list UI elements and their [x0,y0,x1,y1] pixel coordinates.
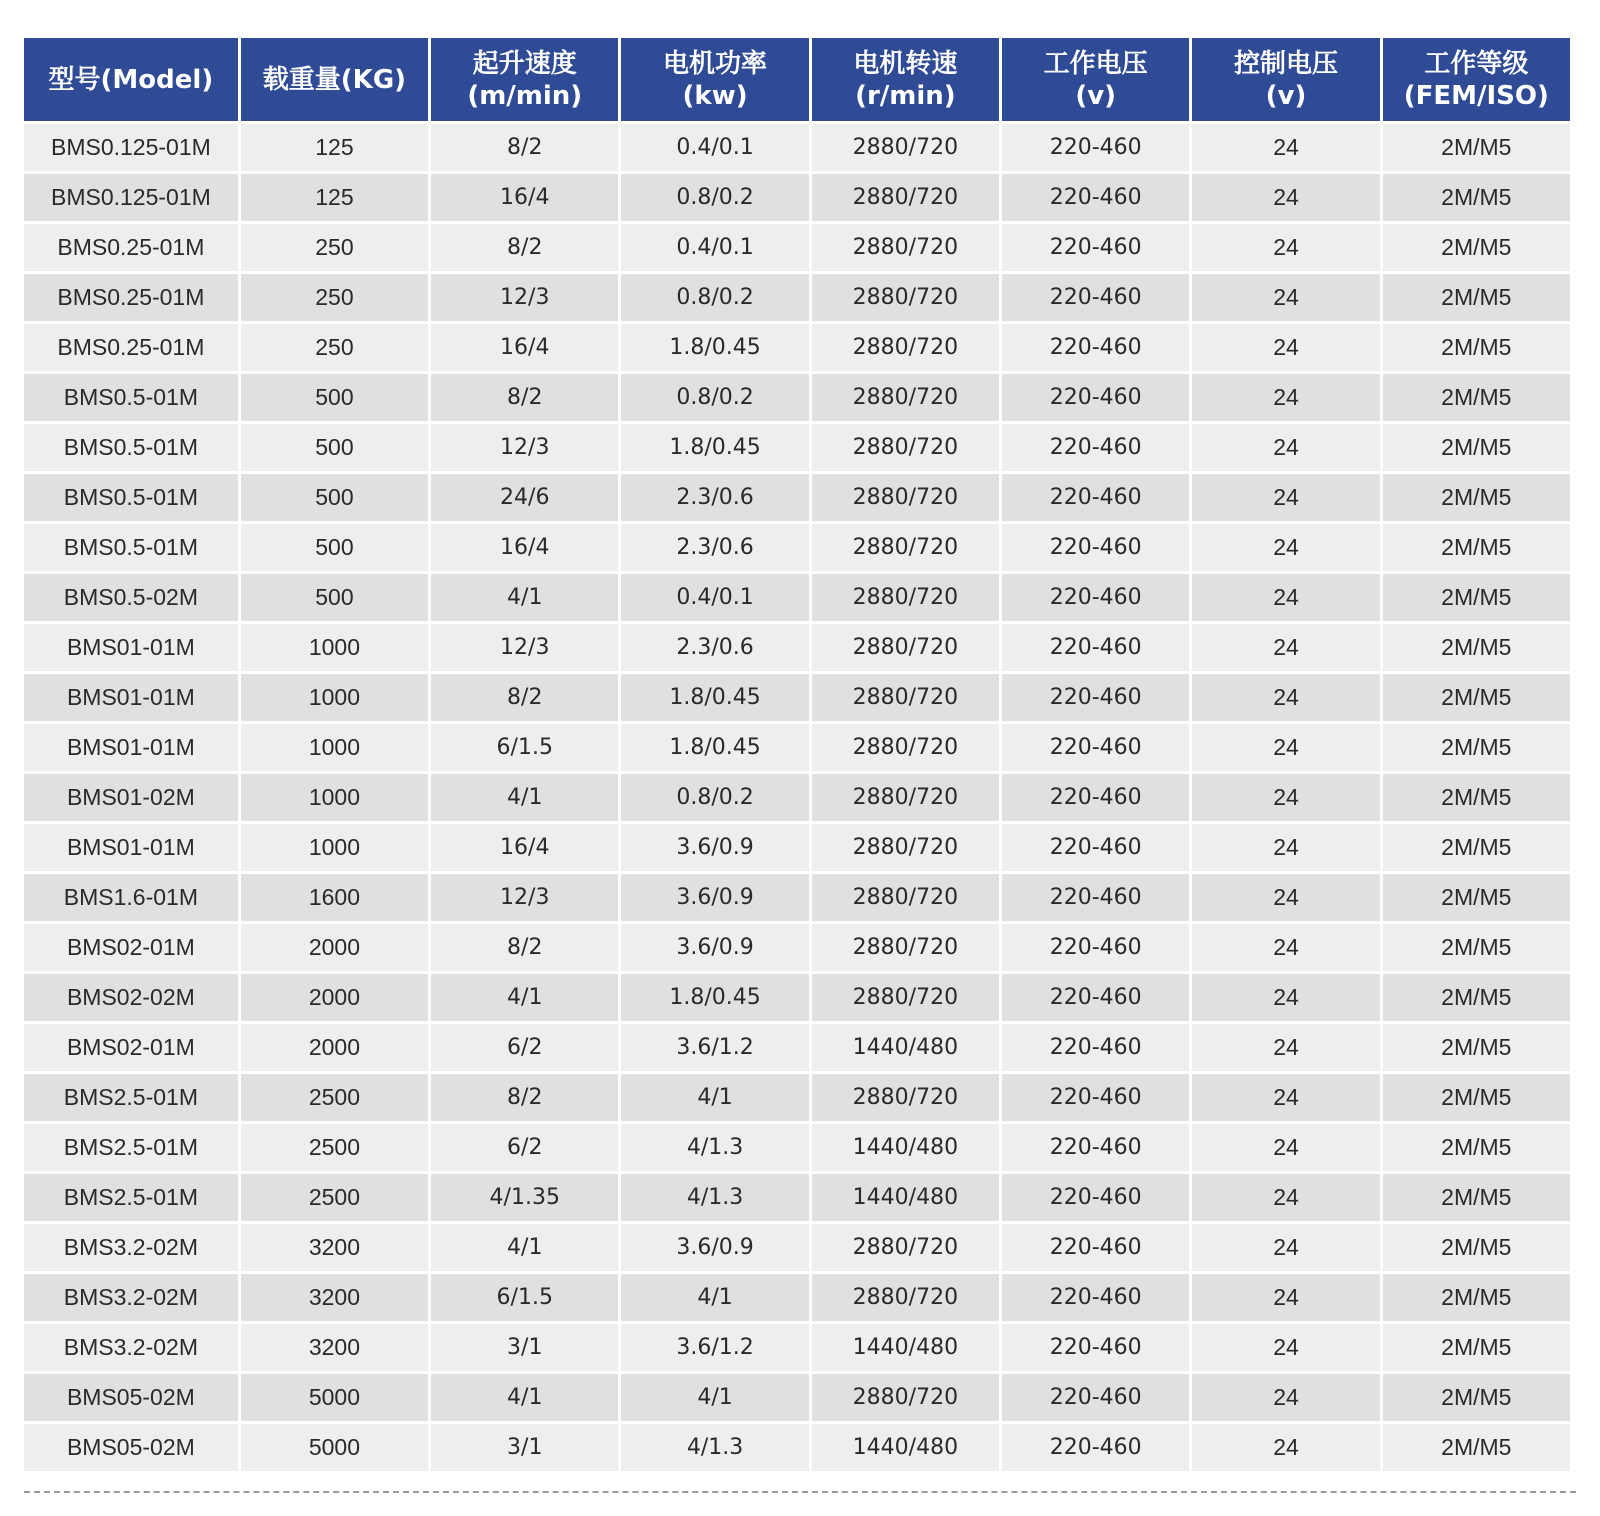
cell-work-voltage: 220-460 [1002,924,1189,971]
cell-control-voltage: 24 [1192,224,1379,271]
cell-work-voltage: 220-460 [1002,1024,1189,1071]
cell-work-voltage: 220-460 [1002,524,1189,571]
cell-work-voltage: 220-460 [1002,1224,1189,1271]
table-row [24,174,1570,221]
cell-work-voltage: 220-460 [1002,424,1189,471]
header-label: 型号(Model) [48,64,214,95]
cell-control-voltage: 24 [1192,1224,1379,1271]
cell-motor-power: 2.3/0.6 [621,474,808,521]
cell-motor-speed: 1440/480 [812,1174,999,1221]
cell-work-voltage: 220-460 [1002,374,1189,421]
header-control-voltage [1192,38,1379,121]
cell-model: BMS3.2-02M [24,1224,238,1271]
table-row [24,474,1570,521]
cell-motor-power: 4/1 [621,1274,808,1321]
cell-motor-power: 2.3/0.6 [621,624,808,671]
header-load [241,38,428,121]
cell-work-voltage: 220-460 [1002,574,1189,621]
cell-work-class: 2M/M5 [1383,474,1570,521]
cell-work-voltage: 220-460 [1002,1074,1189,1121]
cell-motor-power: 0.4/0.1 [621,224,808,271]
table-row [24,724,1570,771]
cell-control-voltage: 24 [1192,1024,1379,1071]
table-row [24,274,1570,321]
cell-model: BMS0.5-01M [24,424,238,471]
cell-work-class: 2M/M5 [1383,124,1570,171]
table-row [24,1124,1570,1171]
cell-motor-power: 4/1.3 [621,1124,808,1171]
cell-motor-power: 1.8/0.45 [621,324,808,371]
cell-lift-speed: 4/1 [431,574,618,621]
cell-work-voltage: 220-460 [1002,974,1189,1021]
cell-motor-speed: 2880/720 [812,674,999,721]
cell-motor-speed: 1440/480 [812,1324,999,1371]
cell-load: 5000 [241,1424,428,1471]
cell-model: BMS02-01M [24,1024,238,1071]
cell-lift-speed: 12/3 [431,624,618,671]
header-label: 电机转速 [853,48,958,79]
table-header [24,38,1570,121]
cell-motor-speed: 2880/720 [812,924,999,971]
cell-model: BMS2.5-01M [24,1174,238,1221]
cell-lift-speed: 4/1 [431,1374,618,1421]
cell-motor-speed: 2880/720 [812,1224,999,1271]
cell-motor-power: 0.8/0.2 [621,774,808,821]
cell-control-voltage: 24 [1192,274,1379,321]
header-label: (v) [1075,80,1117,111]
cell-control-voltage: 24 [1192,624,1379,671]
cell-motor-power: 4/1.3 [621,1424,808,1471]
cell-work-class: 2M/M5 [1383,1374,1570,1421]
cell-motor-speed: 2880/720 [812,474,999,521]
cell-model: BMS0.125-01M [24,174,238,221]
table-row [24,574,1570,621]
table-row [24,224,1570,271]
cell-motor-power: 3.6/0.9 [621,874,808,921]
cell-work-class: 2M/M5 [1383,1174,1570,1221]
cell-control-voltage: 24 [1192,1274,1379,1321]
cell-load: 2500 [241,1174,428,1221]
cell-work-voltage: 220-460 [1002,474,1189,521]
cell-model: BMS0.5-01M [24,374,238,421]
cell-model: BMS01-01M [24,624,238,671]
cell-motor-speed: 2880/720 [812,274,999,321]
header-label: 载重量(KG) [262,64,407,95]
cell-motor-speed: 2880/720 [812,824,999,871]
cell-work-voltage: 220-460 [1002,1324,1189,1371]
cell-motor-speed: 2880/720 [812,1374,999,1421]
cell-load: 500 [241,374,428,421]
cell-lift-speed: 16/4 [431,824,618,871]
table-row [24,974,1570,1021]
cell-motor-power: 2.3/0.6 [621,524,808,571]
cell-work-class: 2M/M5 [1383,774,1570,821]
cell-lift-speed: 6/2 [431,1124,618,1171]
cell-model: BMS0.125-01M [24,124,238,171]
cell-control-voltage: 24 [1192,724,1379,771]
cell-control-voltage: 24 [1192,1374,1379,1421]
cell-lift-speed: 12/3 [431,274,618,321]
cell-model: BMS0.5-02M [24,574,238,621]
cell-load: 250 [241,324,428,371]
cell-motor-power: 3.6/0.9 [621,1224,808,1271]
table-row [24,674,1570,721]
cell-control-voltage: 24 [1192,1174,1379,1221]
cell-load: 500 [241,424,428,471]
cell-load: 1000 [241,824,428,871]
cell-lift-speed: 6/2 [431,1024,618,1071]
cell-work-class: 2M/M5 [1383,274,1570,321]
cell-work-voltage: 220-460 [1002,774,1189,821]
header-work-voltage [1002,38,1189,121]
cell-load: 125 [241,124,428,171]
cell-model: BMS02-01M [24,924,238,971]
cell-model: BMS02-02M [24,974,238,1021]
cell-motor-power: 1.8/0.45 [621,974,808,1021]
cell-model: BMS0.25-01M [24,274,238,321]
cell-load: 2500 [241,1074,428,1121]
cell-motor-speed: 2880/720 [812,224,999,271]
cell-work-voltage: 220-460 [1002,124,1189,171]
cell-control-voltage: 24 [1192,424,1379,471]
cell-work-class: 2M/M5 [1383,974,1570,1021]
cell-motor-power: 0.8/0.2 [621,274,808,321]
cell-model: BMS3.2-02M [24,1324,238,1371]
cell-lift-speed: 16/4 [431,524,618,571]
cell-work-voltage: 220-460 [1002,624,1189,671]
cell-motor-speed: 2880/720 [812,624,999,671]
cell-lift-speed: 8/2 [431,924,618,971]
cell-motor-speed: 2880/720 [812,574,999,621]
cell-motor-speed: 2880/720 [812,374,999,421]
cell-lift-speed: 6/1.5 [431,724,618,771]
cell-motor-power: 1.8/0.45 [621,724,808,771]
cell-work-class: 2M/M5 [1383,324,1570,371]
cell-load: 250 [241,224,428,271]
cell-model: BMS0.25-01M [24,224,238,271]
header-label: 起升速度 [472,48,577,79]
cell-work-class: 2M/M5 [1383,824,1570,871]
cell-work-class: 2M/M5 [1383,574,1570,621]
cell-motor-power: 4/1.3 [621,1174,808,1221]
cell-work-voltage: 220-460 [1002,724,1189,771]
cell-control-voltage: 24 [1192,874,1379,921]
cell-load: 500 [241,474,428,521]
cell-model: BMS1.6-01M [24,874,238,921]
cell-load: 1000 [241,724,428,771]
cell-load: 3200 [241,1224,428,1271]
table-row [24,1274,1570,1321]
cell-load: 1600 [241,874,428,921]
cell-work-voltage: 220-460 [1002,1424,1189,1471]
cell-model: BMS05-02M [24,1374,238,1421]
cell-work-class: 2M/M5 [1383,924,1570,971]
cell-load: 1000 [241,674,428,721]
table-row [24,624,1570,671]
cell-motor-speed: 2880/720 [812,324,999,371]
cell-work-class: 2M/M5 [1383,674,1570,721]
cell-lift-speed: 4/1 [431,974,618,1021]
cell-work-class: 2M/M5 [1383,224,1570,271]
cell-motor-power: 0.4/0.1 [621,574,808,621]
cell-lift-speed: 4/1.35 [431,1174,618,1221]
header-label: (v) [1265,80,1307,111]
cell-motor-speed: 1440/480 [812,1124,999,1171]
cell-motor-speed: 2880/720 [812,874,999,921]
cell-lift-speed: 16/4 [431,324,618,371]
footer-divider [24,1491,1576,1493]
cell-load: 2000 [241,974,428,1021]
cell-work-class: 2M/M5 [1383,624,1570,671]
cell-model: BMS01-02M [24,774,238,821]
table-row [24,374,1570,421]
cell-work-class: 2M/M5 [1383,724,1570,771]
table-row [24,124,1570,171]
cell-work-voltage: 220-460 [1002,1174,1189,1221]
cell-lift-speed: 8/2 [431,674,618,721]
cell-work-class: 2M/M5 [1383,374,1570,421]
cell-motor-speed: 2880/720 [812,174,999,221]
cell-motor-power: 4/1 [621,1374,808,1421]
cell-load: 1000 [241,774,428,821]
cell-work-voltage: 220-460 [1002,1124,1189,1171]
cell-motor-speed: 1440/480 [812,1424,999,1471]
cell-work-voltage: 220-460 [1002,324,1189,371]
cell-control-voltage: 24 [1192,174,1379,221]
cell-work-class: 2M/M5 [1383,524,1570,571]
cell-lift-speed: 4/1 [431,1224,618,1271]
cell-work-voltage: 220-460 [1002,674,1189,721]
cell-model: BMS01-01M [24,824,238,871]
cell-load: 125 [241,174,428,221]
cell-motor-power: 4/1 [621,1074,808,1121]
cell-work-voltage: 220-460 [1002,824,1189,871]
cell-load: 2500 [241,1124,428,1171]
table-row [24,1424,1570,1471]
cell-control-voltage: 24 [1192,824,1379,871]
cell-motor-power: 0.4/0.1 [621,124,808,171]
header-work-class [1383,38,1570,121]
cell-control-voltage: 24 [1192,674,1379,721]
cell-motor-power: 3.6/1.2 [621,1024,808,1071]
header-label: (FEM/ISO) [1403,80,1549,111]
cell-work-class: 2M/M5 [1383,1424,1570,1471]
cell-control-voltage: 24 [1192,524,1379,571]
cell-lift-speed: 8/2 [431,224,618,271]
cell-work-voltage: 220-460 [1002,1374,1189,1421]
cell-work-class: 2M/M5 [1383,424,1570,471]
cell-control-voltage: 24 [1192,974,1379,1021]
cell-lift-speed: 8/2 [431,124,618,171]
cell-model: BMS2.5-01M [24,1124,238,1171]
table-body [24,124,1570,1471]
cell-work-voltage: 220-460 [1002,274,1189,321]
cell-lift-speed: 4/1 [431,774,618,821]
cell-load: 500 [241,574,428,621]
cell-lift-speed: 3/1 [431,1424,618,1471]
cell-lift-speed: 12/3 [431,874,618,921]
cell-work-voltage: 220-460 [1002,874,1189,921]
cell-work-class: 2M/M5 [1383,1124,1570,1171]
cell-model: BMS01-01M [24,724,238,771]
cell-control-voltage: 24 [1192,1324,1379,1371]
table-row [24,1024,1570,1071]
cell-model: BMS0.25-01M [24,324,238,371]
spec-table [21,35,1573,1474]
header-motor-speed [812,38,999,121]
cell-control-voltage: 24 [1192,124,1379,171]
cell-control-voltage: 24 [1192,924,1379,971]
cell-load: 1000 [241,624,428,671]
cell-motor-power: 1.8/0.45 [621,424,808,471]
table-row [24,1374,1570,1421]
header-label: (m/min) [467,80,583,111]
table-row [24,1174,1570,1221]
table-row [24,324,1570,371]
cell-control-voltage: 24 [1192,374,1379,421]
table-row [24,1324,1570,1371]
cell-load: 2000 [241,1024,428,1071]
cell-motor-speed: 2880/720 [812,424,999,471]
cell-motor-speed: 2880/720 [812,974,999,1021]
cell-control-voltage: 24 [1192,1424,1379,1471]
cell-model: BMS2.5-01M [24,1074,238,1121]
header-motor-power [621,38,808,121]
cell-work-class: 2M/M5 [1383,1324,1570,1371]
cell-motor-power: 0.8/0.2 [621,374,808,421]
table-row [24,824,1570,871]
cell-lift-speed: 8/2 [431,1074,618,1121]
cell-work-class: 2M/M5 [1383,1074,1570,1121]
table-row [24,1224,1570,1271]
cell-lift-speed: 6/1.5 [431,1274,618,1321]
cell-lift-speed: 12/3 [431,424,618,471]
cell-control-voltage: 24 [1192,474,1379,521]
cell-control-voltage: 24 [1192,1074,1379,1121]
cell-work-class: 2M/M5 [1383,1224,1570,1271]
cell-control-voltage: 24 [1192,324,1379,371]
header-label: (kw) [682,80,748,111]
cell-load: 500 [241,524,428,571]
cell-model: BMS05-02M [24,1424,238,1471]
cell-motor-power: 0.8/0.2 [621,174,808,221]
cell-motor-speed: 2880/720 [812,124,999,171]
cell-work-voltage: 220-460 [1002,1274,1189,1321]
table-row [24,924,1570,971]
header-label: (r/min) [855,80,956,111]
cell-work-voltage: 220-460 [1002,174,1189,221]
cell-control-voltage: 24 [1192,774,1379,821]
header-label: 工作电压 [1043,48,1148,79]
cell-motor-speed: 2880/720 [812,524,999,571]
cell-model: BMS3.2-02M [24,1274,238,1321]
cell-motor-speed: 2880/720 [812,774,999,821]
cell-work-voltage: 220-460 [1002,224,1189,271]
cell-work-class: 2M/M5 [1383,1024,1570,1071]
header-row [24,38,1570,121]
cell-lift-speed: 3/1 [431,1324,618,1371]
table-row [24,524,1570,571]
table-row [24,774,1570,821]
cell-load: 3200 [241,1324,428,1371]
table-row [24,874,1570,921]
cell-work-class: 2M/M5 [1383,1274,1570,1321]
table-row [24,424,1570,471]
cell-lift-speed: 16/4 [431,174,618,221]
cell-load: 5000 [241,1374,428,1421]
cell-work-class: 2M/M5 [1383,874,1570,921]
cell-control-voltage: 24 [1192,1124,1379,1171]
header-label: 工作等级 [1424,48,1529,79]
cell-lift-speed: 8/2 [431,374,618,421]
cell-model: BMS01-01M [24,674,238,721]
header-label: 电机功率 [663,48,768,79]
header-label: 控制电压 [1233,48,1338,79]
header-model [24,38,238,121]
cell-motor-speed: 1440/480 [812,1024,999,1071]
cell-load: 3200 [241,1274,428,1321]
cell-motor-power: 3.6/0.9 [621,924,808,971]
cell-motor-power: 3.6/0.9 [621,824,808,871]
cell-motor-speed: 2880/720 [812,1074,999,1121]
cell-model: BMS0.5-01M [24,524,238,571]
cell-motor-power: 3.6/1.2 [621,1324,808,1371]
cell-motor-power: 1.8/0.45 [621,674,808,721]
cell-load: 2000 [241,924,428,971]
cell-model: BMS0.5-01M [24,474,238,521]
cell-load: 250 [241,274,428,321]
cell-work-class: 2M/M5 [1383,174,1570,221]
table-row [24,1074,1570,1121]
cell-lift-speed: 24/6 [431,474,618,521]
header-lift-speed [431,38,618,121]
cell-motor-speed: 2880/720 [812,1274,999,1321]
cell-motor-speed: 2880/720 [812,724,999,771]
cell-control-voltage: 24 [1192,574,1379,621]
